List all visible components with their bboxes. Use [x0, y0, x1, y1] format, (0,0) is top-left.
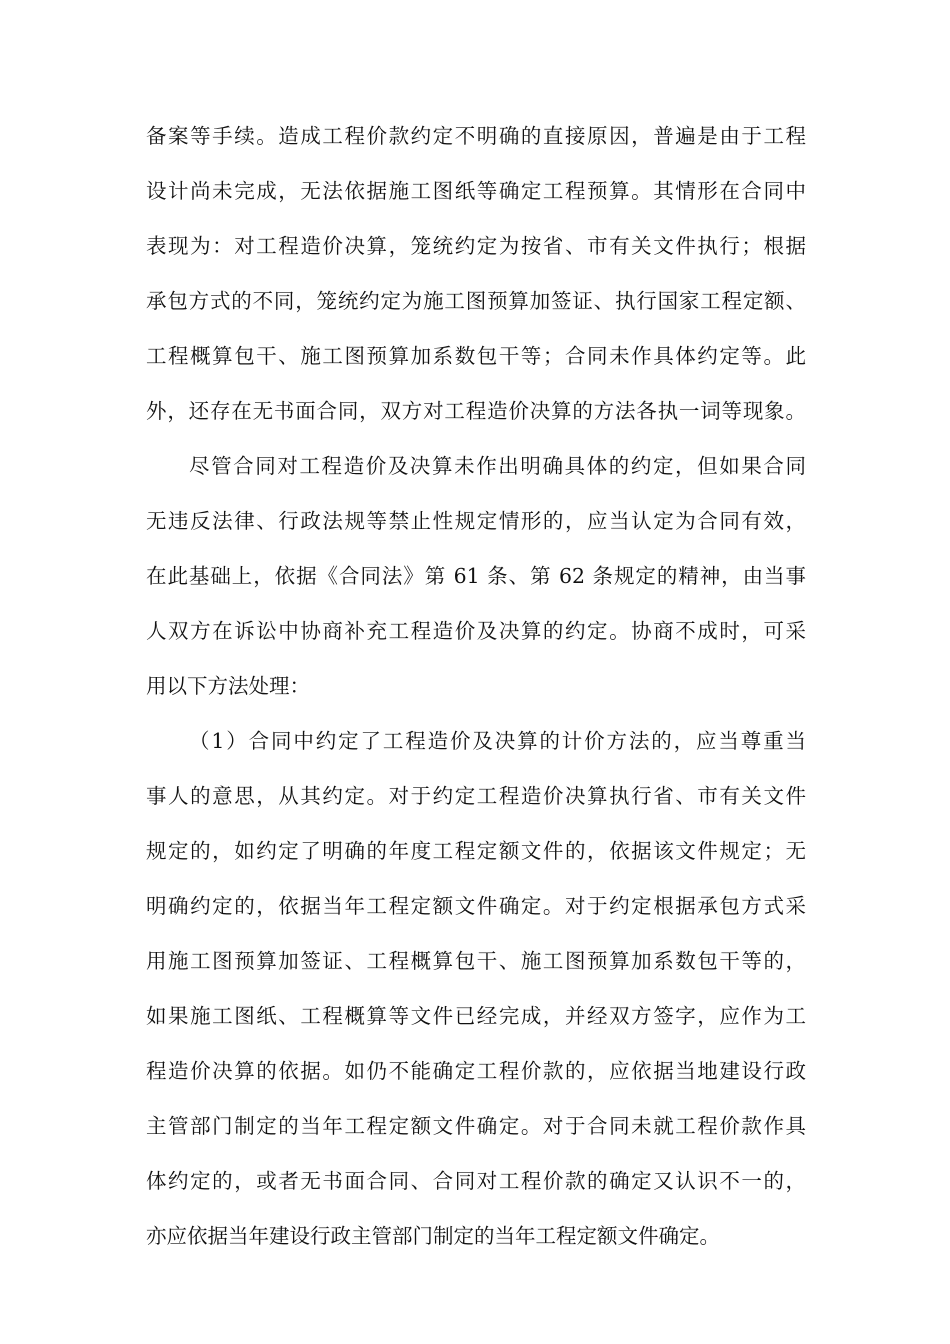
text-line: 用施工图预算加签证、工程概算包干、施工图预算加系数包干等的， [146, 949, 806, 973]
text-line: 尽管合同对工程造价及决算未作出明确具体的约定，但如果合同 [189, 454, 806, 478]
text-line: 表现为：对工程造价决算，笼统约定为按省、市有关文件执行；根据 [146, 234, 806, 258]
text-line: 体约定的，或者无书面合同、合同对工程价款的确定又认识不一的， [146, 1169, 806, 1193]
text-line: 规定的，如约定了明确的年度工程定额文件的，依据该文件规定；无 [146, 839, 806, 863]
text-line: 备案等手续。造成工程价款约定不明确的直接原因，普遍是由于工程 [146, 124, 806, 148]
text-line: 工程概算包干、施工图预算加系数包干等；合同未作具体约定等。此 [146, 344, 806, 368]
text-line: 亦应依据当年建设行政主管部门制定的当年工程定额文件确定。 [146, 1224, 720, 1248]
text-line: 设计尚未完成，无法依据施工图纸等确定工程预算。其情形在合同中 [146, 179, 806, 203]
text-line: 程造价决算的依据。如仍不能确定工程价款的，应依据当地建设行政 [146, 1059, 806, 1083]
text-line: 明确约定的，依据当年工程定额文件确定。对于约定根据承包方式采 [146, 894, 806, 918]
text-line: 人双方在诉讼中协商补充工程造价及决算的约定。协商不成时，可采 [146, 619, 806, 643]
text-line: 如果施工图纸、工程概算等文件已经完成，并经双方签字，应作为工 [146, 1004, 806, 1028]
text-line: 承包方式的不同，笼统约定为施工图预算加签证、执行国家工程定额、 [146, 289, 806, 313]
text-line: 无违反法律、行政法规等禁止性规定情形的，应当认定为合同有效， [146, 509, 806, 533]
text-line: 主管部门制定的当年工程定额文件确定。对于合同未就工程价款作具 [146, 1114, 806, 1138]
text-line: 在此基础上，依据《合同法》第 61 条、第 62 条规定的精神，由当事 [146, 564, 806, 588]
text-line: （1）合同中约定了工程造价及决算的计价方法的，应当尊重当 [189, 729, 806, 753]
text-line: 用以下方法处理： [146, 674, 310, 698]
text-line: 外，还存在无书面合同，双方对工程造价决算的方法各执一词等现象。 [146, 399, 806, 423]
text-line: 事人的意思，从其约定。对于约定工程造价决算执行省、市有关文件 [146, 784, 806, 808]
